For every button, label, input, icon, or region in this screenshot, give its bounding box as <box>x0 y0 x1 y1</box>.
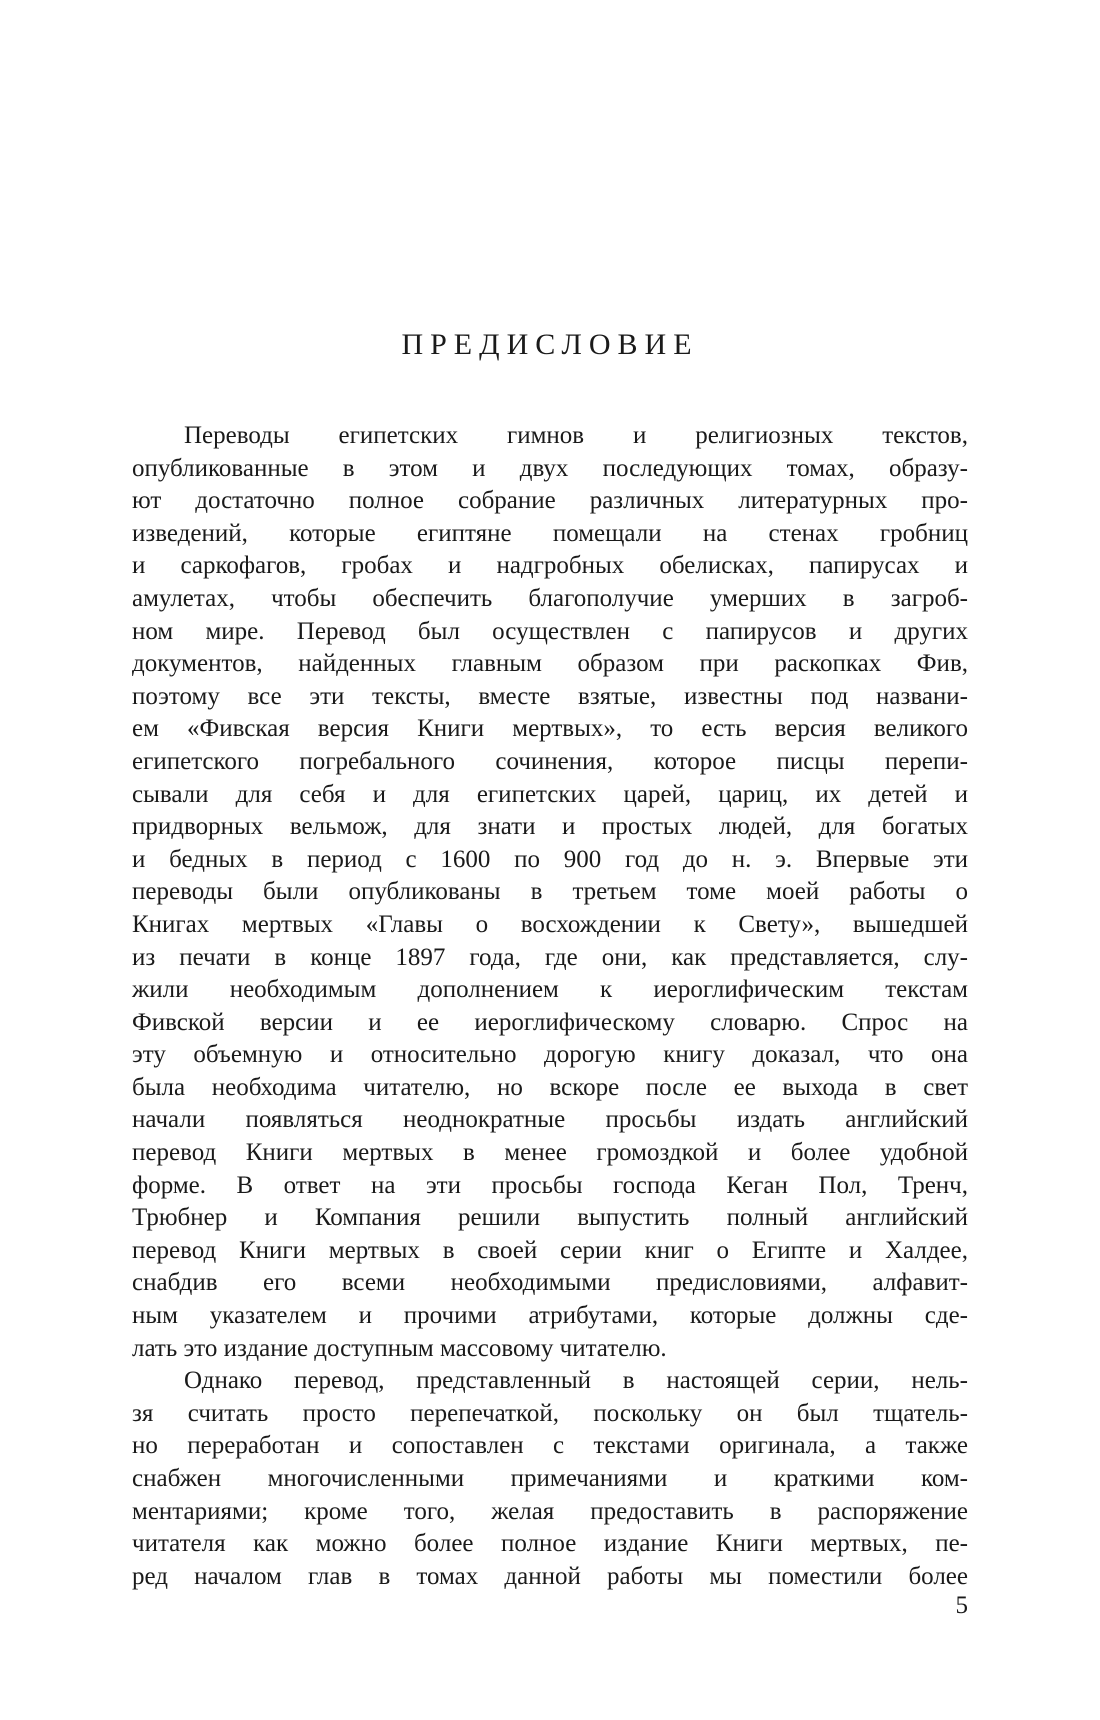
text-line: была необходима читателю, но вскоре после ее выхода в свет <box>132 1073 968 1101</box>
text-line: амулетах, чтобы обеспечить благополучие умерших в загроб- <box>132 584 968 612</box>
text-line: ном мире. Перевод был осуществлен с папирусов и других <box>132 617 968 645</box>
text-line: лать это издание доступным массовому читателю. <box>132 1334 667 1362</box>
text-line: форме. В ответ на эти просьбы господа Кеган Пол, Тренч, <box>132 1171 968 1199</box>
text-line: ментариями; кроме того, желая предоставить в распоряжение <box>132 1497 968 1525</box>
text-line: опубликованные в этом и двух последующих томах, образу- <box>132 454 968 482</box>
text-line: и бедных в период с 1600 по 900 год до н. э. Впервые эти <box>132 845 968 873</box>
text-line: перевод Книги мертвых в своей серии книг о Египте и Халдее, <box>132 1236 968 1264</box>
page-number: 5 <box>955 1592 968 1619</box>
text-line: Фивской версии и ее иероглифическому словарю. Спрос на <box>132 1008 968 1036</box>
text-line: сывали для себя и для египетских царей, цариц, их детей и <box>132 780 968 808</box>
text-line: снабдив его всеми необходимыми предисловиями, алфавит- <box>132 1269 968 1297</box>
paragraph-1 <box>132 420 968 1365</box>
text-line: и саркофагов, гробах и надгробных обелисках, папирусах и <box>132 552 968 580</box>
text-line: перевод Книги мертвых в менее громоздкой и более удобной <box>132 1139 968 1167</box>
text-line: изведений, которые египтяне помещали на стенах гробниц <box>132 519 968 547</box>
text-line: поэтому все эти тексты, вместе взятые, известны под названи- <box>132 682 968 710</box>
text-line: Трюбнер и Компания решили выпустить полный английский <box>132 1204 968 1232</box>
text-line: Однако перевод, представленный в настоящей серии, нель- <box>184 1367 968 1395</box>
page-title: ПРЕДИСЛОВИЕ <box>401 328 699 361</box>
text-line: ным указателем и прочими атрибутами, которые должны сде- <box>132 1302 968 1330</box>
text-line: читателя как можно более полное издание Книги мертвых, пе- <box>132 1530 968 1558</box>
text-line: начали появляться неоднократные просьбы издать английский <box>132 1106 968 1134</box>
body-text <box>132 420 968 1593</box>
text-line: жили необходимым дополнением к иероглифическим текстам <box>132 976 968 1004</box>
paragraph-2 <box>132 1365 968 1593</box>
text-line: Переводы египетских гимнов и религиозных текстов, <box>184 422 968 449</box>
text-line: документов, найденных главным образом при раскопках Фив, <box>132 650 968 678</box>
text-line: эту объемную и относительно дорогую книгу доказал, что она <box>132 1041 968 1069</box>
text-line: египетского погребального сочинения, которое писцы перепи- <box>132 747 968 775</box>
text-line: ред началом глав в томах данной работы мы поместили более <box>132 1562 968 1590</box>
text-line: из печати в конце 1897 года, где они, как представляется, слу- <box>132 943 968 971</box>
text-line: ют достаточно полное собрание различных литературных про- <box>132 487 968 515</box>
text-line: но переработан и сопоставлен с текстами оригинала, а также <box>132 1432 968 1460</box>
text-line: ем «Фивская версия Книги мертвых», то есть версия великого <box>132 715 968 743</box>
text-line: Книгах мертвых «Главы о восхождении к Свету», вышедшей <box>132 910 968 938</box>
text-line: зя считать просто перепечаткой, поскольку он был тщатель- <box>132 1399 968 1427</box>
text-line: переводы были опубликованы в третьем томе моей работы о <box>132 878 968 906</box>
text-line: снабжен многочисленными примечаниями и краткими ком- <box>132 1465 968 1492</box>
text-line: придворных вельмож, для знати и простых людей, для богатых <box>132 813 968 841</box>
